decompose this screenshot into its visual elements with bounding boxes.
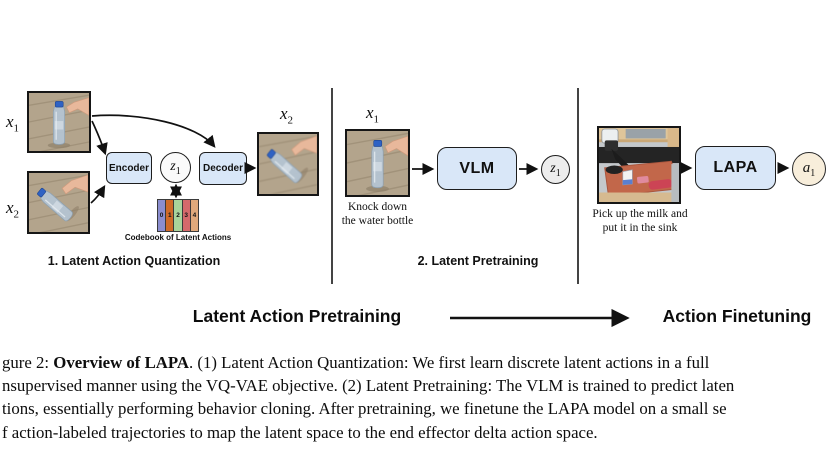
caption-line-2: nsupervised manner using the VQ-VAE objective. (2) Latent Pretraining: The VLM is trained to predict laten — [2, 376, 735, 396]
caption-line-4: f action-labeled trajectories to map the latent space to the end effector delta action space. — [2, 422, 598, 442]
arrow-x1-to-encoder — [92, 121, 105, 153]
caption-line-1: gure 2: Overview of LAPA. (1) Latent Action Quantization: We first learn discrete latent actions in a full — [2, 353, 710, 372]
arrow-x2-to-encoder — [91, 187, 104, 203]
vlm-box — [437, 147, 517, 190]
z1-panel2-label: $z_1$ — [550, 160, 561, 179]
codebook-cell-4: 4 — [191, 200, 198, 231]
codebook-cell-2: 2 — [174, 200, 182, 231]
predicted-z1-node — [541, 155, 570, 184]
latent-z1-node — [160, 152, 191, 183]
latent-action-pretraining-label: Latent Action Pretraining — [192, 306, 402, 326]
label-x1: $x_1$ — [6, 112, 20, 135]
caption-line-3: tions, essentially performing behavior cloning. After pretraining, we finetune the LAPA model on a small se — [2, 399, 727, 419]
photo-panel2-standing-bottle — [345, 129, 410, 197]
photo-x1-standing-bottle — [27, 91, 91, 153]
codebook-cell-3: 3 — [183, 200, 191, 231]
a1-label: $a_1$ — [802, 159, 816, 179]
figure-caption — [2, 351, 840, 444]
panel2-instruction: Knock down the water bottle — [341, 201, 414, 227]
panel-divider-2 — [577, 88, 579, 284]
panel2-title: 2. Latent Pretraining — [417, 254, 539, 268]
decoder-label: Decoder — [202, 163, 243, 174]
vlm-label: VLM — [459, 159, 495, 177]
panel-divider-1 — [331, 88, 333, 284]
lapa-box — [695, 146, 776, 190]
lapa-label: LAPA — [713, 159, 758, 176]
z1-label: $z_1$ — [170, 158, 181, 177]
panel3-instruction: Pick up the milk and put it in the sink — [592, 208, 688, 234]
encoder-box — [106, 152, 152, 184]
label-x1-panel2: $x_1$ — [366, 103, 380, 126]
action-finetuning-label: Action Finetuning — [662, 306, 812, 326]
codebook-of-latent-actions — [157, 199, 199, 232]
codebook-cell-0: 0 — [158, 200, 166, 231]
decoder-box — [199, 152, 247, 185]
panel1-title: 1. Latent Action Quantization — [47, 254, 221, 268]
photo-x2-decoded — [257, 132, 319, 196]
codebook-caption: Codebook of Latent Actions — [124, 233, 232, 242]
label-x2: $x_2$ — [6, 198, 20, 221]
encoder-label: Encoder — [108, 162, 149, 174]
label-x2-decoded: $x_2$ — [280, 104, 294, 127]
photo-robot-workspace — [597, 126, 681, 204]
arrow-x1-to-decoder — [92, 115, 214, 146]
action-a1-node — [792, 152, 826, 186]
codebook-cell-1: 1 — [166, 200, 174, 231]
photo-x2-fallen-bottle — [27, 171, 90, 234]
